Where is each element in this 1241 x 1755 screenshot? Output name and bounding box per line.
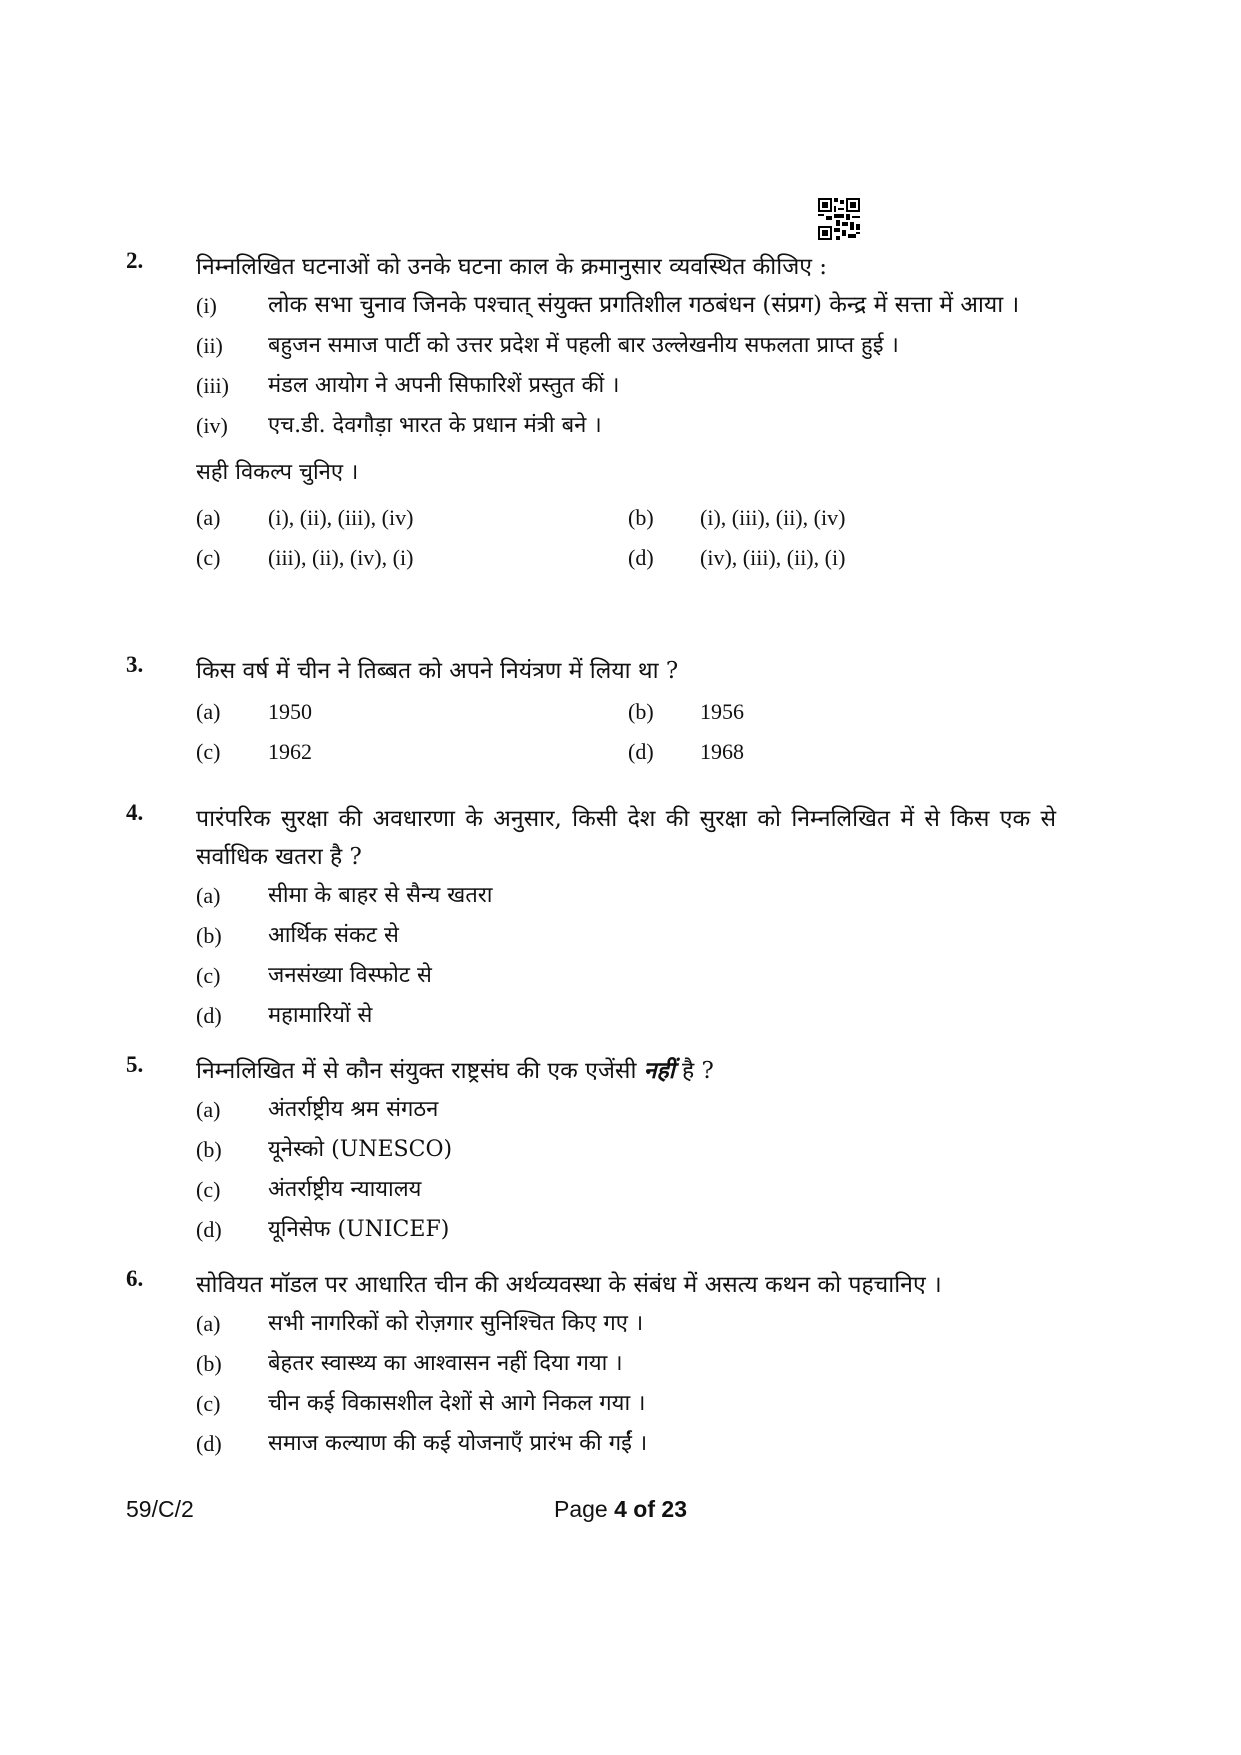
item-label: (iii)	[196, 373, 229, 398]
option-label: (c)	[196, 1391, 221, 1416]
list-item	[196, 1090, 1056, 1130]
question-number: 2.	[126, 248, 144, 273]
question-6	[126, 1266, 1056, 1464]
option-label: (a)	[196, 1311, 221, 1336]
question-number: 3.	[126, 652, 144, 677]
question-2	[126, 248, 1056, 578]
question-text	[196, 1052, 1056, 1090]
option-label: (a)	[196, 883, 221, 908]
option-label: (d)	[628, 545, 654, 570]
page-prefix: Page	[554, 1496, 608, 1522]
question-text: निम्नलिखित घटनाओं को उनके घटना काल के क्रमानुसार व्यवस्थित कीजिए :	[196, 254, 828, 280]
option-text: 1968	[700, 739, 744, 764]
option-label: (d)	[196, 1003, 222, 1028]
page-of: of	[633, 1496, 656, 1522]
option-text: अंतर्राष्ट्रीय श्रम संगठन	[268, 1097, 439, 1122]
list-item	[196, 366, 1056, 406]
option-text: (i), (ii), (iii), (iv)	[268, 505, 414, 530]
question-5	[126, 1052, 1056, 1250]
option-label: (c)	[196, 545, 221, 570]
option-text: चीन कई विकासशील देशों से आगे निकल गया ।	[268, 1391, 646, 1416]
question-text-part: निम्नलिखित में से कौन संयुक्त राष्ट्रसंघ की एक एजेंसी	[196, 1058, 637, 1084]
list-item	[196, 1384, 1056, 1424]
list-item	[196, 1304, 1056, 1344]
question-text: किस वर्ष में चीन ने तिब्बत को अपने नियंत्रण में लिया था ?	[196, 658, 679, 684]
option-text: (iii), (ii), (iv), (i)	[268, 545, 414, 570]
item-text: बहुजन समाज पार्टी को उत्तर प्रदेश में पहली बार उल्लेखनीय सफलता प्राप्त हुई ।	[268, 333, 899, 358]
option-text: महामारियों से	[268, 1003, 373, 1028]
qr-code-icon	[818, 198, 860, 240]
option-text: 1950	[268, 699, 312, 724]
page-current: 4	[614, 1496, 627, 1522]
option-label: (c)	[196, 1177, 221, 1202]
list-item	[196, 406, 1056, 446]
question-text: पारंपरिक सुरक्षा की अवधारणा के अनुसार, किसी देश की सुरक्षा को निम्नलिखित में से किस एक से सर्वाधिक खतरा है ?	[196, 806, 1056, 870]
option-text: जनसंख्या विस्फोट से	[268, 963, 432, 988]
option-label: (c)	[196, 963, 221, 988]
question-text: सोवियत मॉडल पर आधारित चीन की अर्थव्यवस्था के संबंध में असत्य कथन को पहचानिए ।	[196, 1272, 942, 1298]
list-item	[196, 1130, 1056, 1170]
page-total: 23	[661, 1496, 687, 1522]
item-label: (iv)	[196, 413, 228, 438]
list-item	[196, 876, 1056, 916]
option-text: यूनिसेफ (UNICEF)	[268, 1217, 450, 1242]
option-text: 1962	[268, 739, 312, 764]
item-text: मंडल आयोग ने अपनी सिफारिशें प्रस्तुत कीं ।	[268, 373, 620, 398]
option-label: (a)	[196, 699, 221, 724]
option-text: आर्थिक संकट से	[268, 923, 399, 948]
page-indicator	[0, 1496, 1241, 1523]
question-4	[126, 800, 1056, 1036]
option-text: (i), (iii), (ii), (iv)	[700, 505, 846, 530]
question-number: 6.	[126, 1266, 144, 1291]
options-row	[196, 498, 1056, 538]
option-text: बेहतर स्वास्थ्य का आश्वासन नहीं दिया गया ।	[268, 1351, 623, 1376]
question-number: 4.	[126, 800, 144, 825]
question-number: 5.	[126, 1052, 144, 1077]
option-label: (d)	[196, 1431, 222, 1456]
option-label: (a)	[196, 505, 221, 530]
paper-code: 59/C/2	[126, 1496, 194, 1522]
option-label: (b)	[196, 1137, 222, 1162]
options-row	[196, 538, 1056, 578]
options-row	[196, 732, 1056, 772]
option-label: (d)	[196, 1217, 222, 1242]
option-text: 1956	[700, 699, 744, 724]
emphasis-text: नहीं	[643, 1057, 675, 1084]
question-text-part: है ?	[681, 1058, 714, 1084]
item-text: एच.डी. देवगौड़ा भारत के प्रधान मंत्री बने ।	[268, 413, 602, 438]
list-item	[196, 1424, 1056, 1464]
option-text: यूनेस्को (UNESCO)	[268, 1137, 453, 1162]
item-text: लोक सभा चुनाव जिनके पश्चात् संयुक्त प्रगतिशील गठबंधन (संप्रग) केन्द्र में सत्ता में आया ।	[268, 292, 1020, 318]
list-item	[196, 1170, 1056, 1210]
list-item	[196, 1344, 1056, 1384]
option-label: (d)	[628, 739, 654, 764]
option-label: (c)	[196, 739, 221, 764]
question-3	[126, 652, 1056, 772]
item-label: (ii)	[196, 333, 223, 358]
option-text: सीमा के बाहर से सैन्य खतरा	[268, 883, 493, 908]
option-text: समाज कल्याण की कई योजनाएँ प्रारंभ की गईं ।	[268, 1431, 648, 1456]
option-text: सभी नागरिकों को रोज़गार सुनिश्चित किए गए ।	[268, 1311, 644, 1336]
option-label: (b)	[196, 1351, 222, 1376]
list-item	[196, 286, 1056, 324]
list-item	[196, 996, 1056, 1036]
list-item	[196, 1210, 1056, 1250]
instruction-text: सही विकल्प चुनिए ।	[196, 460, 359, 485]
list-item	[196, 326, 1056, 366]
item-label: (i)	[196, 293, 217, 318]
option-label: (b)	[196, 923, 222, 948]
option-label: (a)	[196, 1097, 221, 1122]
option-text: (iv), (iii), (ii), (i)	[700, 545, 846, 570]
option-text: अंतर्राष्ट्रीय न्यायालय	[268, 1177, 422, 1202]
option-label: (b)	[628, 505, 654, 530]
list-item	[196, 916, 1056, 956]
options-row	[196, 692, 1056, 732]
option-label: (b)	[628, 699, 654, 724]
list-item	[196, 956, 1056, 996]
